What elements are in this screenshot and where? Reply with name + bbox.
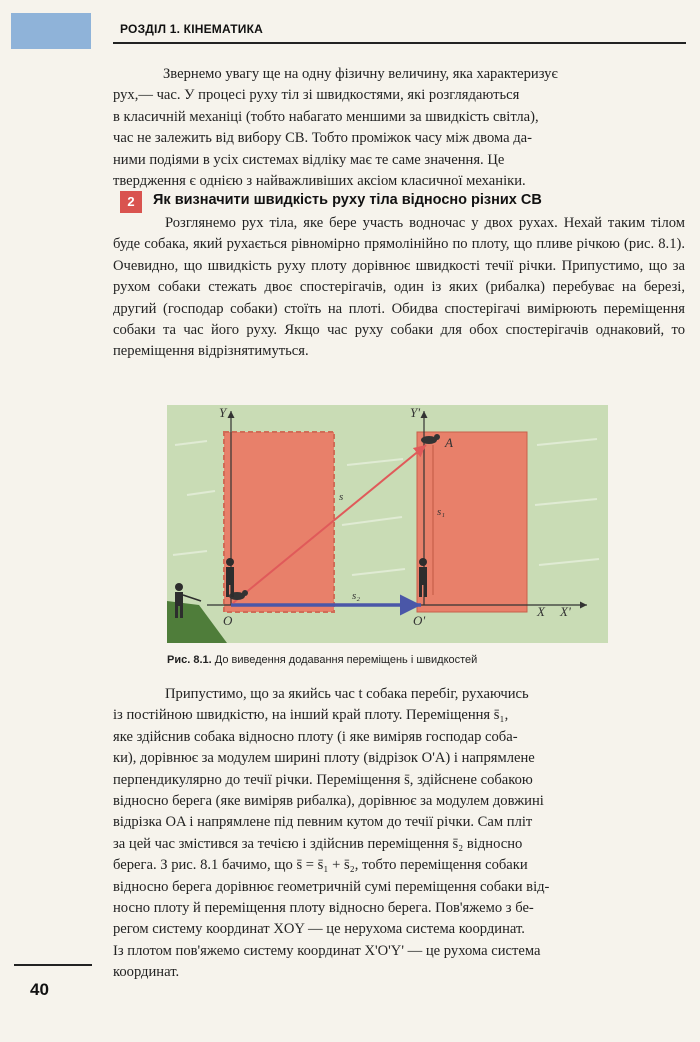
raft-initial-position [224,432,334,612]
paragraph-displacement [113,684,685,984]
text-line: відносно берега (яке виміряв рибалка), дорівнює за модулем довжині [113,793,544,810]
label-vector-s: s [339,491,344,503]
text-line: рух,— час. У процесі руху тіл зі швидкостями, які розглядаються [113,87,520,104]
footer-rule [14,964,92,966]
text-line: твердження є однією з найважливіших аксіом класичної механіки. [113,173,526,190]
text-line: час не залежить від вибору СВ. Тобто проміжок часу між двома да- [113,130,533,147]
label-y: Y [219,405,227,420]
text-line: перпендикулярно до течії річки. Переміщення s̄, здійснене собакою [113,771,533,788]
label-origin: O [223,613,233,628]
label-x-prime: X' [560,604,571,619]
text-line: координат. [113,964,180,981]
figure-8-1 [167,405,608,643]
label-vector-s2: s₂ [352,590,361,602]
text-line: ними подіями в усіх системах відліку має те саме значення. Це [113,151,505,168]
text-line: за цей час змістився за течією і здійснив переміщення s̄₂ відносно [113,835,523,852]
header-rule [113,42,686,44]
text-line: відрізка OA і напрямлене під певним кутом до течії річки. Сам пліт [113,814,533,831]
text-line: Із плотом пов'яжемо систему координат X'O'Y' — це рухома система [113,942,541,959]
label-x: X [537,604,545,619]
text-line: берега. З рис. 8.1 бачимо, що s̄ = s̄₁ + s̄₂, тобто переміщення собаки [113,857,528,874]
section-number-badge: 2 [120,191,142,213]
text-line: відносно берега дорівнює геометричній сумі переміщення собаки від- [113,878,550,895]
section-heading [120,191,685,213]
text-line: регом систему координат XOY — це нерухома система координат. [113,921,525,938]
chapter-header: РОЗДІЛ 1. КІНЕМАТИКА [120,22,264,36]
text-line: в класичній механіці (тобто набагато меншими за швидкість світла), [113,108,539,125]
text-line: ки), дорівнює за модулем ширині плоту (відрізок O'A) і напрямлене [113,750,535,767]
label-origin-prime: O' [413,613,426,628]
text-line: яке здійснив собака відносно плоту (і яке виміряв господар соба- [113,728,518,745]
label-y-prime: Y' [410,405,421,420]
text-line: Звернемо увагу ще на одну фізичну величину, яка характеризує [163,66,558,82]
paragraph-time [113,64,685,192]
figure-illustration [167,405,608,643]
label-point-a: A [445,435,453,450]
section-title: Як визначити швидкість руху тіла відносно різних СВ [153,192,542,208]
text-line: із постійною швидкістю, на інший край плоту. Переміщення s̄₁, [113,707,509,724]
text-line: носно плоту й переміщення плоту відносно берега. Пов'яжемо з бе- [113,900,534,917]
label-vector-s1: s₁ [437,506,446,518]
paragraph-two-motions: Розглянемо рух тіла, яке бере участь водночас у двох рухах. Нехай таким тілом буде собака, який рухається рівномірно прямолінійно по плоту, що пливе річкою (рис. 8.1). Очевидно, що швидкість руху плоту дорівнює швидкості течії річки. Припустимо, що за рухом собаки стежать двоє спостерігачів, один із яких (рибалка) перебуває на березі, другий (господар собаки) стоїть на плоті. Обидва спостерігачі вимірюють переміщення собаки та час його руху. Якщо час руху собаки для обох спостерігачів однаковий, то переміщення відрізнятимуться. [113,215,685,360]
chapter-color-tab [11,13,91,49]
figure-caption [167,654,477,666]
caption-label: Рис. 8.1. [167,654,212,666]
caption-text: До виведення додавання переміщень і швидкостей [214,654,478,666]
page-number: 40 [30,980,49,999]
text-line: Припустимо, що за якийсь час t собака перебіг, рухаючись [165,686,529,702]
